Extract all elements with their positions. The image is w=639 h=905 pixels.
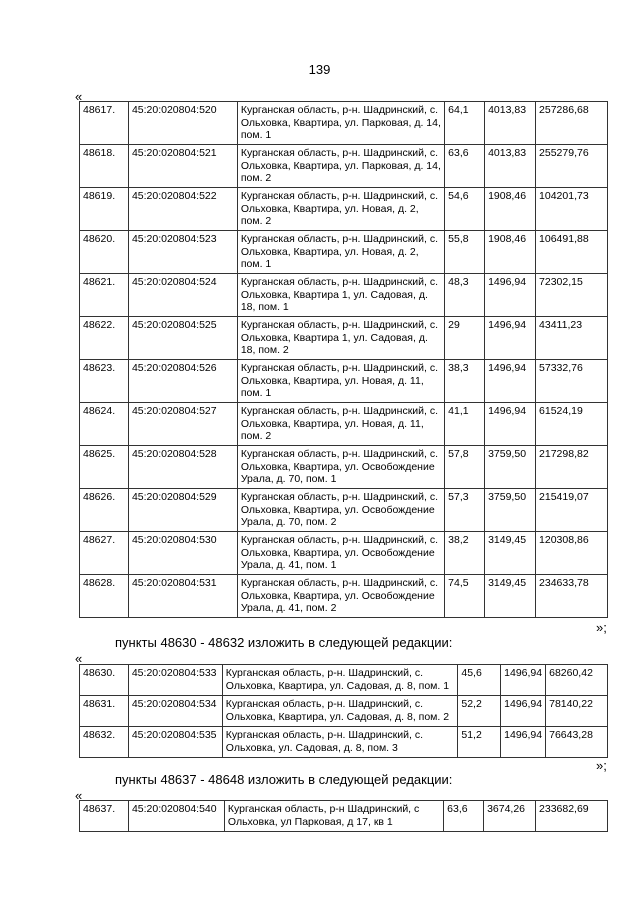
row-number-cell: 48630.: [80, 665, 129, 696]
area-cell: 38,3: [445, 360, 485, 403]
table-row: [80, 532, 608, 575]
cadastral-number-cell: 45:20:020804:525: [128, 317, 237, 360]
property-table-3-body: [80, 801, 608, 832]
area-cell: 52,2: [458, 696, 501, 727]
cadastral-value-cell: 215419,07: [536, 489, 608, 532]
area-cell: 41,1: [445, 403, 485, 446]
amendment-paragraph-2: пункты 48637 - 48648 изложить в следующей редакции:: [115, 772, 453, 787]
open-quote-2: «: [75, 651, 83, 666]
table-row: [80, 446, 608, 489]
address-cell: Курганская область, р-н. Шадринский, с. Ольховка, Квартира, ул. Новая, д. 11, пом. 1: [237, 360, 444, 403]
rate-cell: 3149,45: [485, 575, 536, 618]
rate-cell: 4013,83: [485, 145, 536, 188]
cadastral-value-cell: 217298,82: [536, 446, 608, 489]
row-number-cell: 48627.: [80, 532, 129, 575]
area-cell: 64,1: [445, 102, 485, 145]
open-quote-1: «: [75, 89, 83, 104]
row-number-cell: 48623.: [80, 360, 129, 403]
table-row: [80, 188, 608, 231]
property-table-2-body: [80, 665, 608, 758]
cadastral-number-cell: 45:20:020804:521: [128, 145, 237, 188]
cadastral-value-cell: 257286,68: [536, 102, 608, 145]
table-row: [80, 145, 608, 188]
address-cell: Курганская область, р-н Шадринский, с Ольховка, ул Парковая, д 17, кв 1: [224, 801, 443, 832]
cadastral-number-cell: 45:20:020804:528: [128, 446, 237, 489]
table-row: [80, 696, 608, 727]
table-row: [80, 575, 608, 618]
cadastral-value-cell: 104201,73: [536, 188, 608, 231]
area-cell: 57,8: [445, 446, 485, 489]
rate-cell: 3759,50: [485, 446, 536, 489]
property-table-2: [79, 664, 608, 758]
row-number-cell: 48625.: [80, 446, 129, 489]
cadastral-number-cell: 45:20:020804:520: [128, 102, 237, 145]
address-cell: Курганская область, р-н. Шадринский, с. Ольховка, Квартира, ул. Освобождение Урала, д. 70, пом. 1: [237, 446, 444, 489]
cadastral-value-cell: 255279,76: [536, 145, 608, 188]
row-number-cell: 48618.: [80, 145, 129, 188]
row-number-cell: 48617.: [80, 102, 129, 145]
cadastral-value-cell: 120308,86: [536, 532, 608, 575]
address-cell: Курганская область, р-н. Шадринский, с. Ольховка, Квартира, ул. Садовая, д. 8, пом. 2: [222, 696, 458, 727]
open-quote-3: «: [75, 788, 83, 803]
area-cell: 57,3: [445, 489, 485, 532]
rate-cell: 1496,94: [501, 727, 546, 758]
table-row: [80, 489, 608, 532]
area-cell: 54,6: [445, 188, 485, 231]
cadastral-value-cell: 106491,88: [536, 231, 608, 274]
rate-cell: 4013,83: [485, 102, 536, 145]
table-row: [80, 102, 608, 145]
row-number-cell: 48621.: [80, 274, 129, 317]
property-table-1: [79, 101, 608, 618]
property-table-1-body: [80, 102, 608, 618]
area-cell: 29: [445, 317, 485, 360]
row-number-cell: 48619.: [80, 188, 129, 231]
rate-cell: 3674,26: [484, 801, 536, 832]
cadastral-number-cell: 45:20:020804:527: [128, 403, 237, 446]
address-cell: Курганская область, р-н. Шадринский, с. Ольховка, Квартира, ул. Новая, д. 2, пом. 1: [237, 231, 444, 274]
cadastral-number-cell: 45:20:020804:530: [128, 532, 237, 575]
address-cell: Курганская область, р-н. Шадринский, с. Ольховка, Квартира, ул. Освобождение Урала, д. 41, пом. 1: [237, 532, 444, 575]
rate-cell: 1496,94: [501, 665, 546, 696]
table-row: [80, 274, 608, 317]
address-cell: Курганская область, р-н. Шадринский, с. Ольховка, Квартира, ул. Освобождение Урала, д. 70, пом. 2: [237, 489, 444, 532]
address-cell: Курганская область, р-н. Шадринский, с. Ольховка, Квартира, ул. Новая, д. 2, пом. 2: [237, 188, 444, 231]
cadastral-value-cell: 233682,69: [536, 801, 608, 832]
cadastral-number-cell: 45:20:020804:529: [128, 489, 237, 532]
area-cell: 63,6: [445, 145, 485, 188]
address-cell: Курганская область, р-н. Шадринский, с. Ольховка, Квартира, ул. Новая, д. 11, пом. 2: [237, 403, 444, 446]
table-row: [80, 801, 608, 832]
area-cell: 51,2: [458, 727, 501, 758]
cadastral-number-cell: 45:20:020804:540: [128, 801, 224, 832]
area-cell: 55,8: [445, 231, 485, 274]
cadastral-number-cell: 45:20:020804:524: [128, 274, 237, 317]
table-row: [80, 317, 608, 360]
rate-cell: 3759,50: [485, 489, 536, 532]
cadastral-number-cell: 45:20:020804:534: [128, 696, 222, 727]
table-row: [80, 727, 608, 758]
area-cell: 48,3: [445, 274, 485, 317]
close-quote-1: »;: [596, 620, 607, 635]
amendment-paragraph-1: пункты 48630 - 48632 изложить в следующей редакции:: [115, 635, 453, 650]
cadastral-value-cell: 61524,19: [536, 403, 608, 446]
row-number-cell: 48624.: [80, 403, 129, 446]
rate-cell: 1908,46: [485, 188, 536, 231]
cadastral-number-cell: 45:20:020804:522: [128, 188, 237, 231]
rate-cell: 1496,94: [485, 403, 536, 446]
property-table-3: [79, 800, 608, 832]
address-cell: Курганская область, р-н. Шадринский, с. Ольховка, Квартира, ул. Парковая, д. 14, пом. 2: [237, 145, 444, 188]
cadastral-number-cell: 45:20:020804:531: [128, 575, 237, 618]
address-cell: Курганская область, р-н. Шадринский, с. Ольховка, Квартира 1, ул. Садовая, д. 18, пом. 2: [237, 317, 444, 360]
rate-cell: 1496,94: [501, 696, 546, 727]
cadastral-value-cell: 78140,22: [546, 696, 608, 727]
close-quote-2: »;: [596, 758, 607, 773]
cadastral-value-cell: 68260,42: [546, 665, 608, 696]
address-cell: Курганская область, р-н. Шадринский, с. Ольховка, Квартира 1, ул. Садовая, д. 18, пом. 1: [237, 274, 444, 317]
rate-cell: 1496,94: [485, 317, 536, 360]
table-row: [80, 665, 608, 696]
row-number-cell: 48628.: [80, 575, 129, 618]
cadastral-value-cell: 72302,15: [536, 274, 608, 317]
cadastral-value-cell: 76643,28: [546, 727, 608, 758]
rate-cell: 1908,46: [485, 231, 536, 274]
cadastral-number-cell: 45:20:020804:526: [128, 360, 237, 403]
rate-cell: 3149,45: [485, 532, 536, 575]
area-cell: 38,2: [445, 532, 485, 575]
row-number-cell: 48631.: [80, 696, 129, 727]
address-cell: Курганская область, р-н. Шадринский, с. Ольховка, Квартира, ул. Садовая, д. 8, пом. 1: [222, 665, 458, 696]
cadastral-number-cell: 45:20:020804:523: [128, 231, 237, 274]
cadastral-number-cell: 45:20:020804:533: [128, 665, 222, 696]
area-cell: 63,6: [444, 801, 484, 832]
cadastral-number-cell: 45:20:020804:535: [128, 727, 222, 758]
area-cell: 74,5: [445, 575, 485, 618]
table-row: [80, 231, 608, 274]
row-number-cell: 48622.: [80, 317, 129, 360]
table-row: [80, 403, 608, 446]
rate-cell: 1496,94: [485, 360, 536, 403]
area-cell: 45,6: [458, 665, 501, 696]
address-cell: Курганская область, р-н. Шадринский, с. Ольховка, Квартира, ул. Парковая, д. 14, пом. 1: [237, 102, 444, 145]
rate-cell: 1496,94: [485, 274, 536, 317]
address-cell: Курганская область, р-н. Шадринский, с. Ольховка, Квартира, ул. Освобождение Урала, д. 41, пом. 2: [237, 575, 444, 618]
cadastral-value-cell: 57332,76: [536, 360, 608, 403]
cadastral-value-cell: 234633,78: [536, 575, 608, 618]
address-cell: Курганская область, р-н. Шадринский, с. Ольховка, ул. Садовая, д. 8, пом. 3: [222, 727, 458, 758]
page-number: 139: [308, 62, 331, 77]
row-number-cell: 48626.: [80, 489, 129, 532]
row-number-cell: 48632.: [80, 727, 129, 758]
row-number-cell: 48620.: [80, 231, 129, 274]
table-row: [80, 360, 608, 403]
row-number-cell: 48637.: [80, 801, 129, 832]
cadastral-value-cell: 43411,23: [536, 317, 608, 360]
